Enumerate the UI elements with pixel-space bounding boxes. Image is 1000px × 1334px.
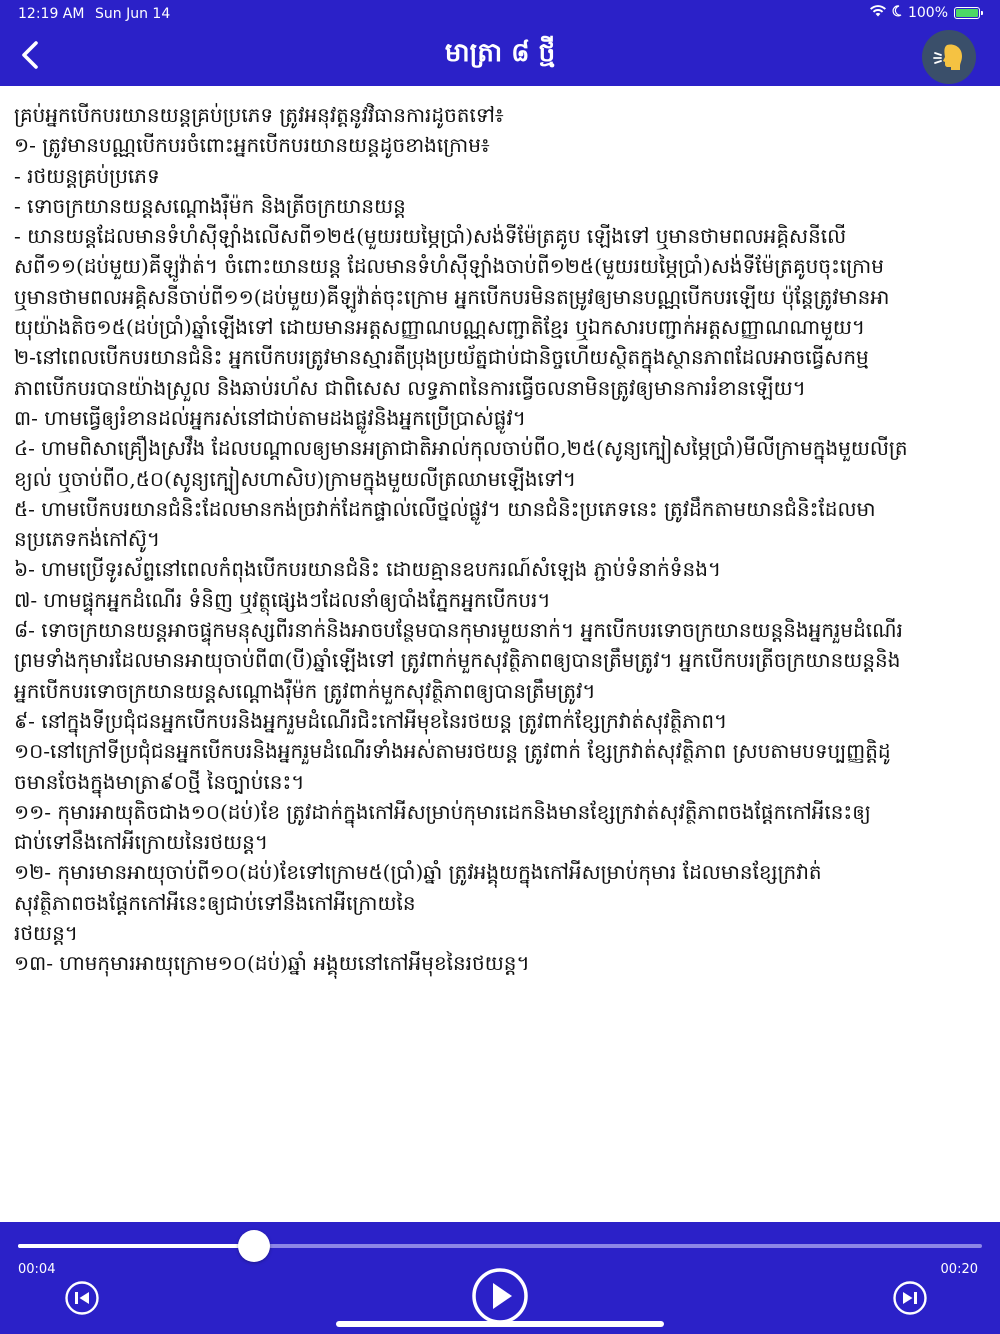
home-indicator xyxy=(336,1321,664,1327)
text-line: - យានយន្តដែលមានទំហំស៊ីឡាំងលើសពី១២៥(មួយរយម្ភៃប្រាំ)សង់ទីម៉ែត្រគូប ឡើងទៅ ឬមានថាមពលអគ្គិសនីលើ xyxy=(14,224,847,249)
skip-previous-icon xyxy=(64,1280,100,1316)
previous-button[interactable] xyxy=(64,1280,100,1316)
article-text xyxy=(14,100,986,1210)
text-line: ៨- ទោចក្រយានយន្តអាចផ្ទុកមនុស្សពីរនាក់និងអាចបន្ថែមបានកុមារមួយនាក់។ អ្នកបើកបរទោចក្រយានយន្តនិងអ្នករួមដំណើរ xyxy=(14,618,903,643)
text-line: - ទោចក្រយានយន្តសណ្ដោងរ៉ឺម៉ក និងត្រីចក្រយានយន្ត xyxy=(14,193,406,218)
text-line: នប្រភេទកង់កៅស៊ូ។ xyxy=(14,527,161,552)
audio-player xyxy=(0,1222,1000,1334)
text-line: ២-នៅពេលបើកបរយានជំនិះ អ្នកបើកបរត្រូវមានស្មារតីប្រុងប្រយ័ត្នជាប់ជានិច្ចហើយស្ថិតក្នុងស្ថានភាពដែលអាចធ្វើសកម្ម xyxy=(14,345,869,370)
text-line: ១០-នៅក្រៅទីប្រជុំជនអ្នកបើកបរនិងអ្នករួមដំណើរទាំងអស់តាមរថយន្ត ត្រូវពាក់ ខ្សែក្រវាត់សុវត្ថិភាព ស្របតាមបទប្បញ្ញត្តិដូ xyxy=(14,739,891,764)
text-line: អ្នកបើកបរទោចក្រយានយន្តសណ្ដោងរ៉ឺម៉ក ត្រូវពាក់មួកសុវត្ថិភាពឲ្យបានត្រឹមត្រូវ។ xyxy=(14,678,596,703)
text-line: ១- ត្រូវមានបណ្ណបើកបរចំពោះអ្នកបើកបរយានយន្តដូចខាងក្រោម៖ xyxy=(14,133,490,158)
progress-fill xyxy=(18,1244,254,1248)
skip-next-icon xyxy=(892,1280,928,1316)
text-line: គ្រប់អ្នកបើកបរយានយន្តគ្រប់ប្រភេទ ត្រូវអនុវត្តនូវវិធានការដូចតទៅ៖ xyxy=(14,103,504,127)
text-line: ចមានចែងក្នុងមាត្រា៩០ថ្មី នៃច្បាប់នេះ។ xyxy=(14,769,305,794)
speaking-head-icon xyxy=(931,39,967,75)
total-time: 00:20 xyxy=(940,1262,978,1277)
battery-percent: 100% xyxy=(907,5,948,21)
play-button[interactable] xyxy=(470,1266,530,1326)
chevron-left-icon xyxy=(19,40,41,70)
moon-icon xyxy=(892,5,902,21)
text-line: ៣- ហាមធ្វើឲ្យរំខានដល់អ្នករស់នៅជាប់តាមដងផ្លូវនិងអ្នកប្រើប្រាស់ផ្លូវ។ xyxy=(14,405,526,430)
text-line: - រថយន្តគ្រប់ប្រភេទ xyxy=(14,163,160,188)
status-indicators xyxy=(870,5,980,21)
text-line: ៦- ហាមប្រើទូរស័ព្ទនៅពេលកំពុងបើកបរយានជំនិះ ដោយគ្មានឧបករណ៍សំឡេង ភ្ជាប់ទំនាក់ទំនង។ xyxy=(14,557,722,582)
text-line: ៥- ហាមបើកបរយានជំនិះដែលមានកង់ច្រវាក់ដែកផ្ទាល់លើថ្នល់ផ្លូវ។ យានជំនិះប្រភេទនេះ ត្រូវដឹកតាមយានជំនិះដែលមា xyxy=(14,496,876,521)
text-line: ខ្យល់ ឬចាប់ពី០,៥០(សូន្យក្បៀសហាសិប)ក្រាមក្នុងមួយលីត្រឈាមឡើងទៅ។ xyxy=(14,466,577,491)
text-line: ១៣- ហាមកុមារអាយុក្រោម១០(ដប់)ឆ្នាំ អង្គុយនៅកៅអីមុខនៃរថយន្ត។ xyxy=(14,951,530,976)
text-line: ៩- នៅក្នុងទីប្រជុំជនអ្នកបើកបរនិងអ្នករួមដំណើរជិះកៅអីមុខនៃរថយន្ត ត្រូវពាក់ខ្សែក្រវាត់សុវត្ថិភាព។ xyxy=(14,708,728,733)
top-bar xyxy=(0,0,1000,86)
play-icon xyxy=(470,1266,530,1326)
text-line: យុយ៉ាងតិច១៥(ដប់ប្រាំ)ឆ្នាំឡើងទៅ ដោយមានអត្តសញ្ញាណបណ្ណសញ្ជាតិខ្មែរ ឬឯកសារបញ្ជាក់អត្តសញ្ញាណណាមួយ។ xyxy=(14,315,866,340)
text-line: ១១- កុមារអាយុតិចជាង១០(ដប់)ខែ ត្រូវដាក់ក្នុងកៅអីសម្រាប់កុមារដេកនិងមានខ្សែក្រវាត់សុវត្ថិភាពចងផ្ដែកកៅអីនេះឲ្យ xyxy=(14,799,871,824)
wifi-icon xyxy=(870,5,886,21)
page-title: មាត្រា ៨ ថ្មី xyxy=(444,38,556,68)
back-button[interactable] xyxy=(10,34,50,76)
progress-slider[interactable] xyxy=(18,1244,982,1248)
speak-button[interactable] xyxy=(922,30,976,84)
text-line: សុវត្ថិភាពចងផ្ដែកកៅអីនេះឲ្យជាប់ទៅនឹងកៅអីក្រោយនៃ xyxy=(14,890,416,915)
text-line: ជាប់ទៅនឹងកៅអីក្រោយនៃរថយន្ត។ xyxy=(14,830,269,855)
text-line: រថយន្ត។ xyxy=(14,921,78,946)
next-button[interactable] xyxy=(892,1280,928,1316)
status-date: Sun Jun 14 xyxy=(95,6,171,22)
text-line: ព្រមទាំងកុមារដែលមានអាយុចាប់ពី៣(បី)ឆ្នាំឡើងទៅ ត្រូវពាក់មួកសុវត្ថិភាពឲ្យបានត្រឹមត្រូវ។ អ្នកបើកបរត្រីចក្រយានយន្តនិង xyxy=(14,648,901,673)
text-line: ៧- ហាមផ្ទុកអ្នកដំណើរ ទំនិញ ឬវត្ថុផ្សេងៗដែលនាំឲ្យបាំងភ្នែកអ្នកបើកបរ។ xyxy=(14,587,551,612)
text-line: ៤- ហាមពិសាគ្រឿងស្រវឹង ដែលបណ្ដាលឲ្យមានអត្រាជាតិអាល់កុលចាប់ពី០,២៥(សូន្យក្បៀសម្ភៃប្រាំ)មីលីក្រាមក្នុងមួយលីត្រ xyxy=(14,436,908,461)
text-line: ឬមានថាមពលអគ្គិសនីចាប់ពី១១(ដប់មួយ)គីឡូវ៉ាត់ចុះក្រោម អ្នកបើកបរមិនតម្រូវឲ្យមានបណ្ណបើកបរឡើយ ប៉ុន្តែត្រូវមានអា xyxy=(14,284,890,309)
status-time: 12:19 AM xyxy=(18,6,85,22)
text-line: ភាពបើកបរបានយ៉ាងស្រួល និងឆាប់រហ័ស ជាពិសេស លទ្ធភាពនៃការធ្វើចលនាមិនត្រូវឲ្យមានការរំខានឡើយ។ xyxy=(14,375,806,400)
elapsed-time: 00:04 xyxy=(18,1262,56,1277)
battery-icon xyxy=(954,7,980,19)
text-line: សពី១១(ដប់មួយ)គីឡូវ៉ាត់។ ចំពោះយានយន្ត ដែលមានទំហំស៊ីឡាំងចាប់ពី១២៥(មួយរយម្ភៃប្រាំ)សង់ទីម៉ែត្រគូបចុះក្រោម xyxy=(14,254,884,279)
text-line: ១២- កុមារមានអាយុចាប់ពី១០(ដប់)ខែទៅក្រោម៥(ប្រាំ)ឆ្នាំ ត្រូវអង្គុយក្នុងកៅអីសម្រាប់កុមារ ដែលមានខ្សែក្រវាត់ xyxy=(14,860,822,885)
slider-thumb[interactable] xyxy=(238,1230,270,1262)
